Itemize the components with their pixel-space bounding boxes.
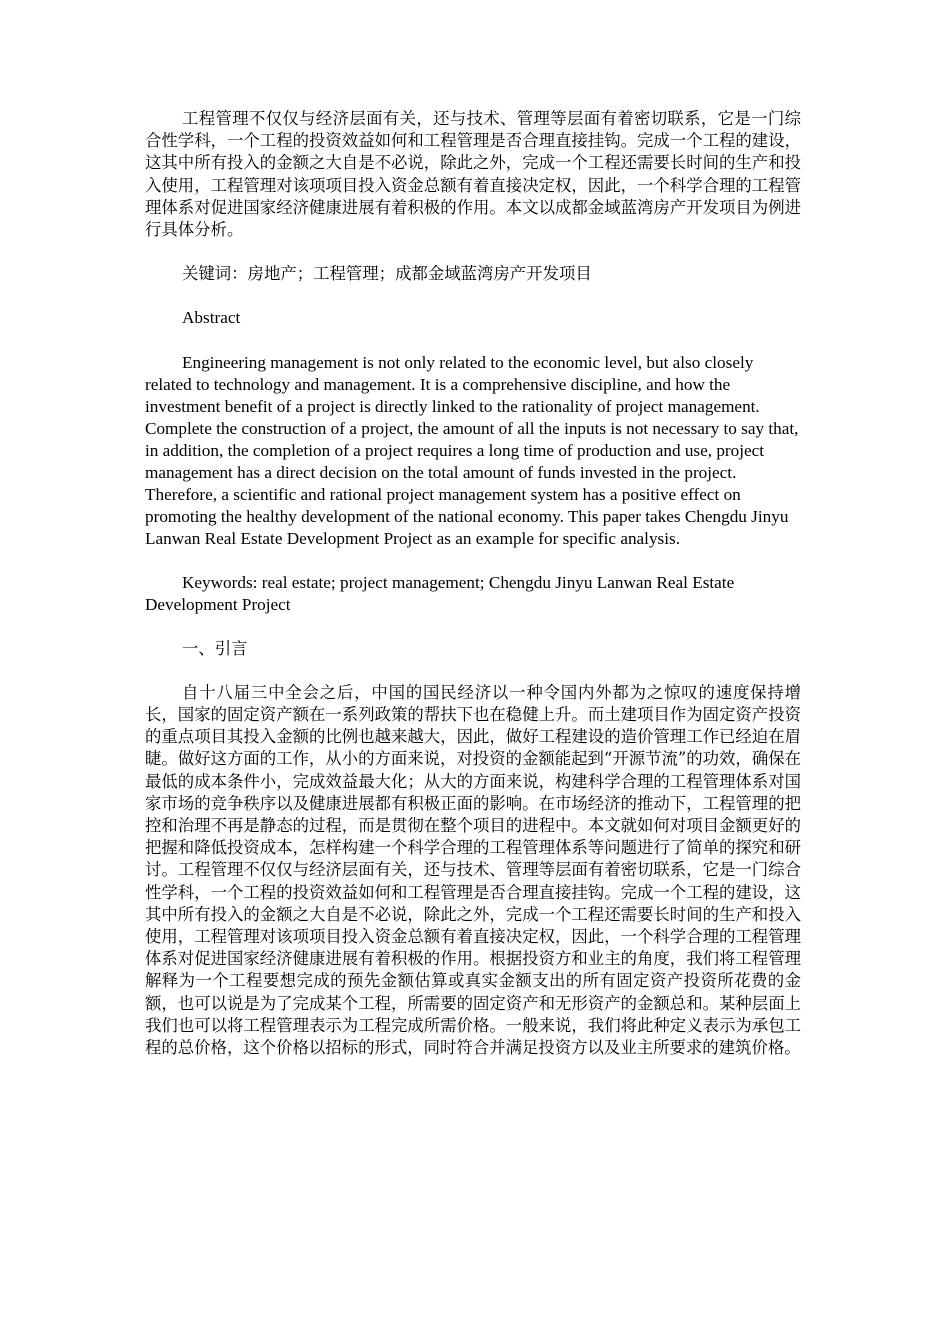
summary-paragraph-cn: 工程管理不仅仅与经济层面有关，还与技术、管理等层面有着密切联系，它是一门综合性学科，一个工程的投资效益如何和工程管理是否合理直接挂钩。完成一个工程的建设，这其中所有投入的金额之大自是不必说，除此之外，完成一个工程还需要长时间的生产和投入使用，工程管理对该项项目投入资金总额有着直接决定权，因此，一个科学合理的工程管理体系对促进国家经济健康进展有着积极的作用。本文以成都金域蓝湾房产开发项目为例进行具体分析。: [145, 109, 801, 240]
document-page: [145, 108, 801, 1081]
abstract-paragraph-en: Engineering management is not only related to the economic level, but also closely related to technology and management. It is a comprehensive discipline, and how the investment benefit of a project is directly linked to the rationality of project management. Complete the construction of a project, the amount of all the inputs is not necessary to say that, in addition, the completion of a project requires a long time of production and use, project management has a direct decision on the total amount of funds invested in the project. Therefore, a scientific and rational project management system has a positive effect on promoting the healthy development of the national economy. This paper takes Chengdu Jinyu Lanwan Real Estate Development Project as an example for specific analysis.: [145, 352, 799, 548]
keywords-en: Keywords: real estate; project management; Chengdu Jinyu Lanwan Real Estate Development Project: [145, 572, 735, 614]
section-heading-introduction: 一、引言: [182, 638, 248, 658]
abstract-heading: Abstract: [182, 308, 241, 328]
introduction-paragraph: 自十八届三中全会之后，中国的国民经济以一种令国内外都为之惊叹的速度保持增长，国家的固定资产额在一系列政策的帮扶下也在稳健上升。而土建项目作为固定资产投资的重点项目其投入金额的比例也越来越大，因此，做好工程建设的造价管理工作已经迫在眉睫。做好这方面的工作，从小的方面来说，对投资的金额能起到“开源节流”的功效，确保在最低的成本条件小，完成效益最大化；从大的方面来说，构建科学合理的工程管理体系对国家市场的竞争秩序以及健康进展都有积极正面的影响。在市场经济的推动下，工程管理的把控和治理不再是静态的过程，而是贯彻在整个项目的进程中。本文就如何对项目金额更好的把握和降低投资成本，怎样构建一个科学合理的工程管理体系等问题进行了简单的探究和研讨。工程管理不仅仅与经济层面有关，还与技术、管理等层面有着密切联系，它是一门综合性学科，一个工程的投资效益如何和工程管理是否合理直接挂钩。完成一个工程的建设，这其中所有投入的金额之大自是不必说，除此之外，完成一个工程还需要长时间的生产和投入使用，工程管理对该项项目投入资金总额有着直接决定权，因此，一个科学合理的工程管理体系对促进国家经济健康进展有着积极的作用。根据投资方和业主的角度，我们将工程管理解释为一个工程要想完成的预先金额估算或真实金额支出的所有固定资产投资所花费的金额，也可以说是为了完成某个工程，所需要的固定资产和无形资产的金额总和。某种层面上我们也可以将工程管理表示为工程完成所需价格。一般来说，我们将此种定义表示为承包工程的总价格，这个价格以招标的形式，同时符合并满足投资方以及业主所要求的建筑价格。: [145, 682, 801, 1058]
keywords-cn: 关键词：房地产；工程管理；成都金域蓝湾房产开发项目: [182, 264, 592, 284]
